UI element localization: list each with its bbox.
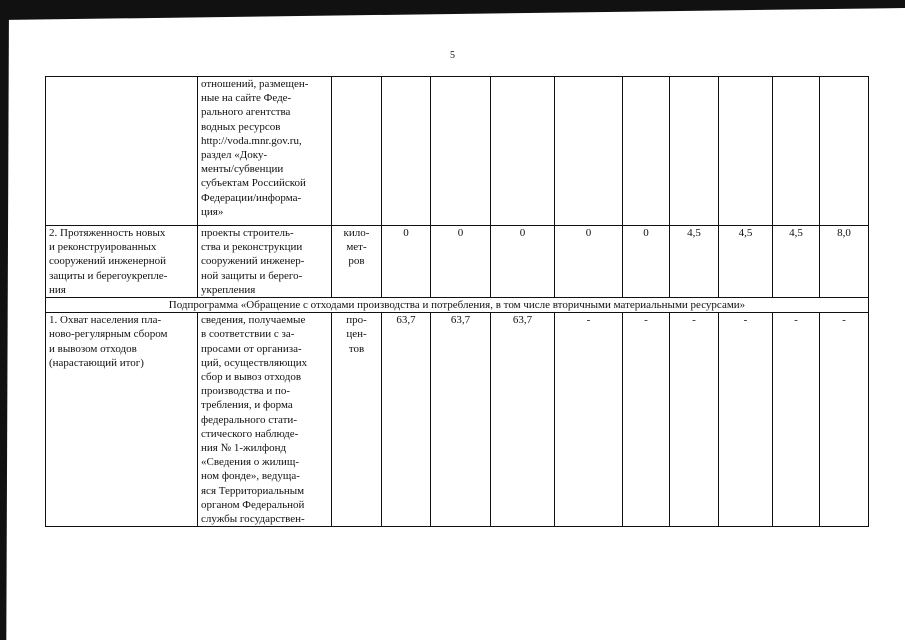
cell-line: сооружений инженерной: [49, 255, 166, 268]
value-cell: [623, 77, 670, 226]
cell-line: ций, осуществляющих: [201, 356, 308, 369]
cell-line: ном фонде», ведуща-: [201, 470, 300, 483]
cell-line: цен-: [346, 328, 367, 341]
table-row: [46, 77, 869, 226]
cell-line: ров: [348, 255, 365, 268]
cell-line: про-: [346, 314, 367, 327]
cell-line: отношений, размещен-: [201, 78, 309, 90]
value-cell: 63,7: [382, 313, 431, 527]
value-cell: [820, 77, 869, 226]
value-cell: 63,7: [431, 313, 491, 527]
cell-line: ния № 1-жилфонд: [201, 442, 287, 455]
cell-line: требления, и форма: [201, 399, 293, 412]
value-cell: [555, 77, 623, 226]
value-cell: [382, 77, 431, 226]
cell-line: рального агентства: [201, 106, 291, 119]
value-cell: [670, 77, 719, 226]
cell-line: укрепления: [201, 283, 256, 296]
cell-line: водных ресурсов: [201, 120, 281, 133]
value-cell: [719, 77, 773, 226]
cell-line: «Сведения о жилищ-: [201, 456, 300, 469]
indicator-cell: [46, 77, 198, 226]
cell-line: и реконструированных: [49, 241, 157, 254]
value-cell: [431, 77, 491, 226]
source-cell: [198, 313, 332, 527]
indicator-cell: [46, 313, 198, 527]
value-cell: [491, 77, 555, 226]
cell-line: субъектам Российской: [201, 177, 306, 190]
value-cell: -: [719, 313, 773, 527]
cell-line: менты/субвенции: [201, 163, 284, 176]
cell-line: 1. Охват населения пла-: [49, 314, 162, 327]
cell-line: стического наблюде-: [201, 427, 299, 440]
cell-line: проекты строитель-: [201, 227, 294, 239]
cell-line: яся Территориальным: [201, 484, 305, 497]
cell-line: ция»: [201, 205, 224, 218]
scan-top-border: [0, 0, 905, 20]
cell-line: в соответствии с за-: [201, 328, 295, 341]
cell-line: ния: [49, 283, 66, 296]
value-cell: 0: [491, 226, 555, 298]
value-cell: -: [670, 313, 719, 527]
unit-cell: [332, 313, 382, 527]
value-cell: 4,5: [719, 226, 773, 298]
source-cell: [198, 77, 332, 226]
cell-line: защиты и берегоукрепле-: [49, 269, 168, 282]
value-cell: 8,0: [820, 226, 869, 298]
indicators-table: [45, 76, 869, 527]
value-cell: 63,7: [491, 313, 555, 527]
value-cell: -: [623, 313, 670, 527]
page-number: 5: [450, 50, 455, 61]
cell-line: сведения, получаемые: [201, 314, 306, 327]
value-cell: 0: [431, 226, 491, 298]
cell-line: ства и реконструкции: [201, 241, 303, 254]
unit-cell: [332, 77, 382, 226]
table-row: [46, 313, 869, 527]
value-cell: -: [555, 313, 623, 527]
value-cell: -: [820, 313, 869, 527]
cell-line: федерального стати-: [201, 413, 297, 426]
cell-line: просами от организа-: [201, 342, 302, 355]
value-cell: 0: [382, 226, 431, 298]
value-cell: 4,5: [670, 226, 719, 298]
subprogram-title: Подпрограмма «Обращение с отходами производства и потребления, в том числе вторичными материальными ресурсами»: [46, 298, 869, 313]
cell-line: и вывозом отходов: [49, 342, 137, 355]
cell-line: сооружений инженер-: [201, 255, 305, 268]
source-cell: [198, 226, 332, 298]
cell-line: службы государствен-: [201, 513, 305, 526]
cell-line: http://voda.mnr.gov.ru,: [201, 134, 302, 147]
cell-line: производства и по-: [201, 385, 291, 398]
cell-line: органом Федеральной: [201, 498, 305, 511]
value-cell: 0: [555, 226, 623, 298]
unit-cell: [332, 226, 382, 298]
value-cell: 4,5: [773, 226, 820, 298]
cell-line: (нарастающий итог): [49, 356, 144, 369]
scan-left-border: [0, 0, 9, 640]
table-row: [46, 226, 869, 298]
cell-line: Федерации/информа-: [201, 191, 302, 204]
cell-line: ной защиты и берего-: [201, 269, 303, 282]
cell-line: тов: [348, 342, 365, 355]
value-cell: [773, 77, 820, 226]
value-cell: -: [773, 313, 820, 527]
cell-line: раздел «Доку-: [201, 149, 268, 162]
cell-line: 2. Протяженность новых: [49, 227, 166, 239]
cell-line: мет-: [346, 241, 367, 254]
cell-line: ные на сайте Феде-: [201, 92, 292, 105]
cell-line: сбор и вывоз отходов: [201, 371, 302, 384]
indicator-cell: [46, 226, 198, 298]
cell-line: ново-регулярным сбором: [49, 328, 168, 341]
subprogram-row: [46, 298, 869, 313]
cell-line: кило-: [343, 227, 370, 239]
value-cell: 0: [623, 226, 670, 298]
